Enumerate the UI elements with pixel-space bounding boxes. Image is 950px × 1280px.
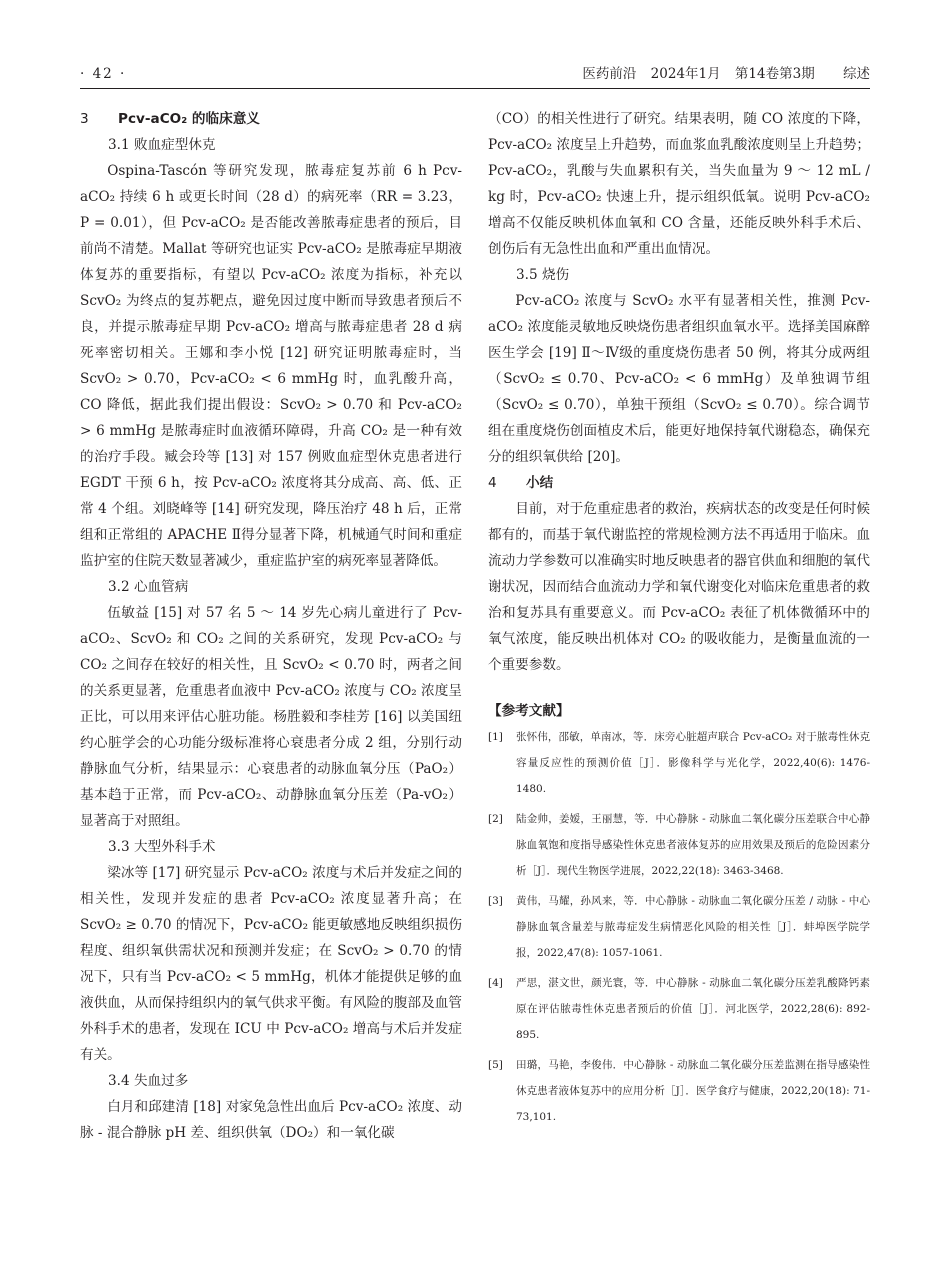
subsection-3-3-heading: 3.3 大型外科手术 — [108, 839, 216, 855]
subsection-3-1-heading: 3.1 败血症型休克 — [108, 137, 216, 153]
subsection-3-5-heading: 3.5 烧伤 — [516, 267, 570, 283]
reference-number: [5] — [488, 1059, 503, 1071]
page-number: · 42 · — [80, 66, 127, 82]
volume-issue: 第14卷第3期 — [734, 66, 815, 82]
reference-number: [4] — [488, 977, 503, 989]
reference-item — [488, 970, 870, 1048]
header-rule — [80, 88, 870, 89]
reference-text: 张怀伟，邵敏，单南冰，等．床旁心脏超声联合 Pcv-aCO₂ 对于脓毒性休克容量反应性的预测价值［J］．影像科学与光化学，2022,40(6): 1476-1480. — [516, 731, 870, 795]
reference-number: [3] — [488, 895, 503, 907]
reference-item — [488, 1052, 870, 1130]
paragraph-3-1: Ospina-Tascón 等研究发现，脓毒症复苏前 6 h Pcv-aCO₂ 持续 6 h 或更长时间（28 d）的病死率（RR = 3.23，P = 0.01），但 Pcv-aCO₂ 是否能改善脓毒症患者的预后，目前尚不清楚。Mallat 等研究也证实 Pcv-aCO₂ 是脓毒症早期液体复苏的重要指标，有望以 Pcv-aCO₂ 浓度为指标，补充以 ScvO₂ 为终点的复苏靶点，避免因过度中断而导致患者预后不良，并提示脓毒症早期 Pcv-aCO₂ 增高与脓毒症患者 28 d 病死率密切相关。王娜和李小悦 [12] 研究证明脓毒症时，当 ScvO₂ > 0.70，Pcv-aCO₂ < 6 mmHg 时，血乳酸升高，CO 降低，据此我们提出假设：ScvO₂ > 0.70 和 Pcv-aCO₂ > 6 mmHg 是脓毒症时血液循环障碍，升高 CO₂ 是一种有效的治疗手段。臧会玲等 [13] 对 157 例败血症型休克患者进行 EGDT 干预 6 h，按 Pcv-aCO₂ 浓度将其分成高、高、低、正常 4 个组。刘晓峰等 [14] 研究发现，降压治疗 48 h 后，正常组和正常组的 APACHE Ⅱ得分显著下降，机械通气时间和重症监护室的住院天数显著减少，重症监护室的病死率显著降低。 — [80, 163, 462, 569]
section-label: 综述 — [843, 66, 870, 82]
reference-item — [488, 888, 870, 966]
subsection-3-2-heading: 3.2 心血管病 — [108, 579, 189, 595]
reference-item — [488, 806, 870, 884]
section-4-heading — [488, 470, 870, 496]
paragraph-4: 目前，对于危重症患者的救治，疾病状态的改变是任何时候都有的，而基于氧代谢监控的常规检测方法不再适用于临床。血流动力学参数可以准确实时地反映患者的器官供血和细胞的氧代谢状况，因而结合血流动力学和氧代谢变化对临床危重患者的救治和复苏具有重要意义。而 Pcv-aCO₂ 表征了机体微循环中的氧气浓度，能反映出机体对 CO₂ 的吸收能力，是衡量血流的一个重要参数。 — [488, 501, 870, 673]
reference-number: [1] — [488, 731, 503, 743]
issue-date: 2024年1月 — [650, 66, 721, 82]
journal-name: 医药前沿 — [582, 66, 637, 82]
subsection-3-4-heading: 3.4 失血过多 — [108, 1073, 189, 1089]
section-3-heading — [80, 106, 462, 132]
paragraph-3-2: 伍敏益 [15] 对 57 名 5 ～ 14 岁先心病儿童进行了 Pcv-aCO₂、ScvO₂ 和 CO₂ 之间的关系研究，发现 Pcv-aCO₂ 与 CO₂ 之间存在较好的相关性，且 ScvO₂ < 0.70 时，两者之间的关系更显著，危重患者血液中 Pcv-aCO₂ 浓度与 CO₂ 浓度呈正比，可以用来评估心脏功能。杨胜毅和李桂芳 [16] 以美国纽约心脏学会的心功能分级标准将心衰患者分成 2 组，分别行动静脉血气分析，结果显示：心衰患者的动脉血氧分压（PaO₂）基本趋于正常，而 Pcv-aCO₂、动静脉血氧分压差（Pa-vO₂）显著高于对照组。 — [80, 605, 462, 829]
reference-number: [2] — [488, 813, 503, 825]
paragraph-3-4-continued: （CO）的相关性进行了研究。结果表明，随 CO 浓度的下降，Pcv-aCO₂ 浓度呈上升趋势，而血浆血乳酸浓度则呈上升趋势；Pcv-aCO₂，乳酸与失血累积有关，当失血量为 9 ～ 12 mL / kg 时，Pcv-aCO₂ 快速上升，提示组织低氧。说明 Pcv-aCO₂ 增高不仅能反映机体血氧和 CO 含量，还能反映外科手术后、创伤后有无急性出血和严重出血情况。 — [488, 111, 870, 257]
reference-list — [488, 724, 870, 1130]
running-header — [80, 64, 870, 88]
section-3-number: 3 — [80, 111, 89, 127]
journal-info — [572, 64, 870, 84]
reference-text: 田璐，马艳，李俊伟．中心静脉 - 动脉血二氧化碳分压差监测在指导感染性休克患者液体复苏中的应用分析［J］．医学食疗与健康，2022,20(18): 71-73,101. — [516, 1059, 870, 1123]
reference-text: 陆金帅，姜嫒，王丽慧，等．中心静脉 - 动脉血二氧化碳分压差联合中心静脉血氧饱和度指导感染性休克患者液体复苏的应用效果及预后的危险因素分析［J］．现代生物医学进展，2022,22(18): 3463-3468. — [516, 813, 870, 877]
left-column — [80, 106, 462, 1146]
reference-text: 黄伟，马耀，孙风来，等．中心静脉 - 动脉血二氧化碳分压差 / 动脉 - 中心静脉血氧含量差与脓毒症发生病情恶化风险的相关性［J］．蚌埠医学院学报，2022,47(8): 1057-1061. — [516, 895, 870, 959]
right-column — [488, 106, 870, 1130]
section-4-title: 小结 — [526, 475, 554, 491]
references-heading: 【参考文献】 — [488, 703, 570, 719]
paragraph-3-4: 白月和邱建清 [18] 对家兔急性出血后 Pcv-aCO₂ 浓度、动脉 - 混合静脉 pH 差、组织供氧（DO₂）和一氧化碳 — [80, 1099, 462, 1141]
reference-text: 严思，湛文世，颜光寰，等．中心静脉 - 动脉血二氧化碳分压差乳酸降钙素原在评估脓毒性休克患者预后的价值［J］．河北医学，2022,28(6): 892-895. — [516, 977, 870, 1041]
reference-item — [488, 724, 870, 802]
section-3-title: Pcv-aCO₂ 的临床意义 — [118, 111, 260, 127]
section-4-number: 4 — [488, 475, 497, 491]
paragraph-3-5: Pcv-aCO₂ 浓度与 ScvO₂ 水平有显著相关性，推测 Pcv-aCO₂ 浓度能灵敏地反映烧伤患者组织血氧水平。选择美国麻醉医生学会 [19] Ⅱ～Ⅳ级的重度烧伤患者 50 例，将其分成两组（ScvO₂ ≤ 0.70、Pcv-aCO₂ < 6 mmHg）及单独调节组（ScvO₂ ≤ 0.70），单独干预组（ScvO₂ ≤ 0.70）。综合调节组在重度烧伤创面植皮术后，能更好地保持氧代谢稳态，确保充分的组织氧供给 [20]。 — [488, 293, 870, 465]
paragraph-3-3: 梁冰等 [17] 研究显示 Pcv-aCO₂ 浓度与术后并发症之间的相关性，发现并发症的患者 Pcv-aCO₂ 浓度显著升高；在 ScvO₂ ≥ 0.70 的情况下，Pcv-aCO₂ 能更敏感地反映组织损伤程度、组织氧供需状况和预测并发症；在 ScvO₂ > 0.70 的情况下，只有当 Pcv-aCO₂ < 5 mmHg，机体才能提供足够的血液供血，从而保持组织内的氧气供求平衡。有风险的腹部及血管外科手术的患者，发现在 ICU 中 Pcv-aCO₂ 增高与术后并发症有关。 — [80, 865, 462, 1063]
